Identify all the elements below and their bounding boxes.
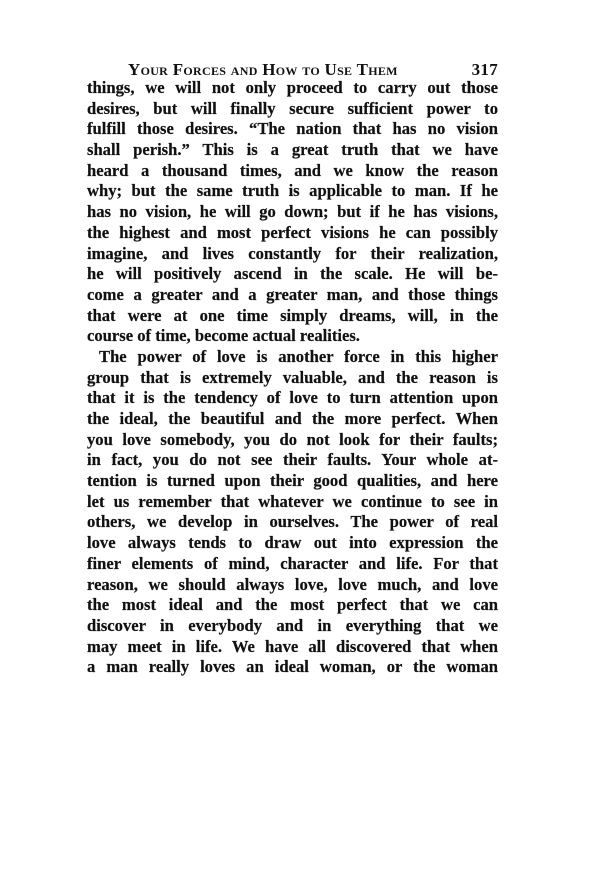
text-line: that it is the tendency of love to turn attention upon <box>87 388 498 408</box>
running-title: Your Forces and How to Use Them <box>128 60 398 79</box>
text-line: others, we develop in ourselves. The power of real <box>87 512 498 532</box>
text-line: finer elements of mind, character and life. For that <box>87 553 498 573</box>
text-line: has no vision, he will go down; but if he has visions, <box>87 202 498 222</box>
text-line: may meet in life. We have all discovered that when <box>87 636 498 656</box>
text-line: heard a thousand times, and we know the reason <box>87 160 498 180</box>
text-line: the highest and most perfect visions he can possibly <box>87 222 498 242</box>
text-line: reason, we should always love, love much, and love <box>87 574 498 594</box>
text-line: come a greater and a greater man, and those things <box>87 284 498 304</box>
text-line: the most ideal and the most perfect that we can <box>87 595 498 615</box>
text-line: course of time, become actual realities. <box>87 326 360 346</box>
text-line: imagine, and lives constantly for their realization, <box>87 243 498 263</box>
text-line: The power of love is another force in this higher <box>99 346 498 366</box>
text-line: let us remember that whatever we continue to see in <box>87 491 498 511</box>
text-line: why; but the same truth is applicable to man. If he <box>87 181 498 201</box>
text-line: that were at one time simply dreams, will, in the <box>87 305 498 325</box>
page-body <box>87 78 498 678</box>
page-number: 317 <box>471 60 498 79</box>
text-line: desires, but will finally secure sufficient power to <box>87 98 498 118</box>
text-line: things, we will not only proceed to carry out those <box>87 78 498 97</box>
text-line: a man really loves an ideal woman, or the woman <box>87 657 498 677</box>
text-line: the ideal, the beautiful and the more perfect. When <box>87 409 498 428</box>
paragraph <box>87 347 498 678</box>
paragraph <box>87 78 498 347</box>
text-line: in fact, you do not see their faults. Your whole at- <box>87 450 498 470</box>
text-line: fulfill those desires. “The nation that has no vision <box>87 119 498 139</box>
text-line: tention is turned upon their good qualities, and here <box>87 471 498 491</box>
text-line: shall perish.” This is a great truth that we have <box>87 140 498 160</box>
text-line: he will positively ascend in the scale. He will be- <box>87 264 498 284</box>
text-line: discover in everybody and in everything that we <box>87 615 498 635</box>
text-line: you love somebody, you do not look for their faults; <box>87 429 498 449</box>
text-line: group that is extremely valuable, and the reason is <box>87 367 498 387</box>
text-line: love always tends to draw out into expression the <box>87 533 498 553</box>
